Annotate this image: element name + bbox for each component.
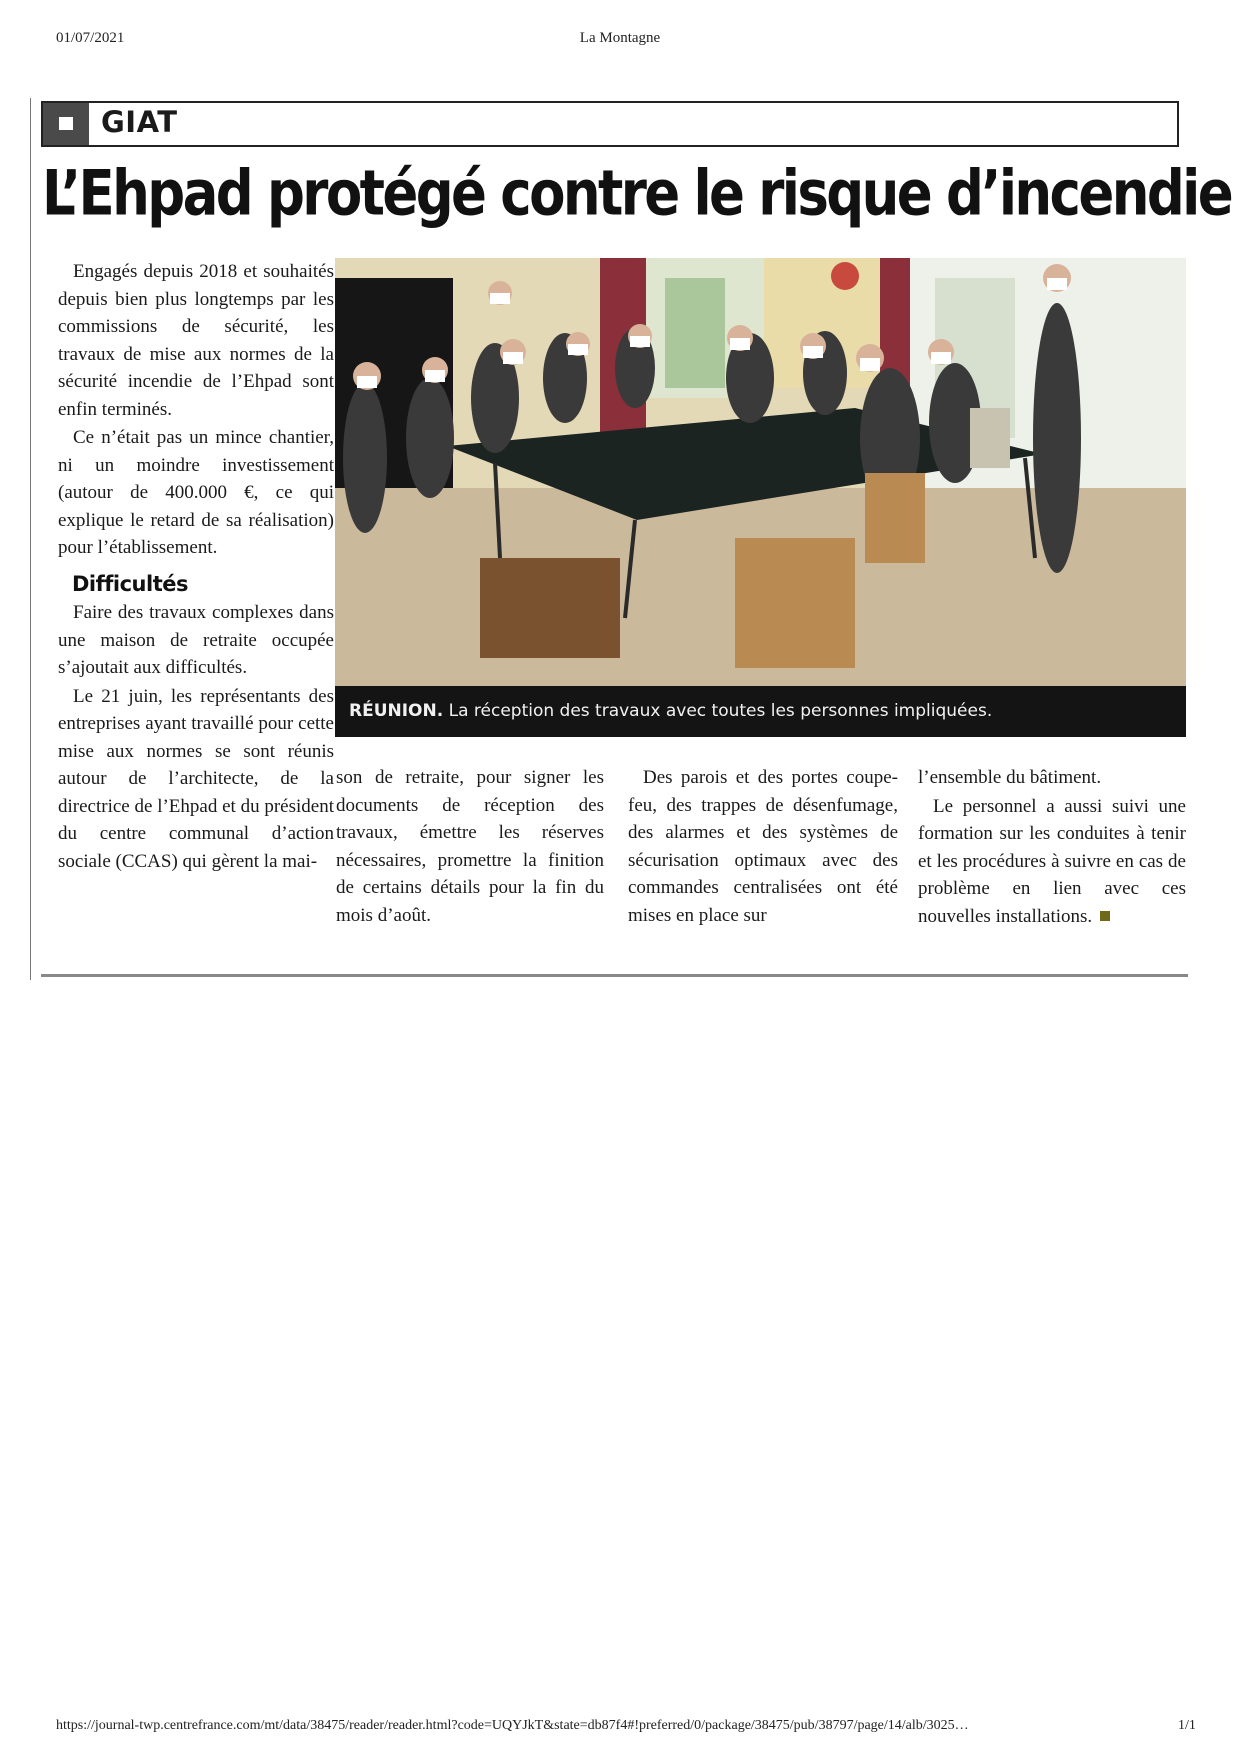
- meeting-room-photo-illustration: [335, 258, 1186, 686]
- photo-caption-text: La réception des travaux avec toutes les personnes impliquées.: [443, 701, 993, 721]
- print-date: 01/07/2021: [56, 30, 125, 46]
- end-of-article-icon: [1100, 911, 1110, 921]
- article-paragraph: Faire des travaux complexes dans une maison de retraite occupée s’ajoutait aux difficultés.: [58, 602, 334, 678]
- photo-caption: [335, 686, 1186, 737]
- kicker-square-icon: [43, 103, 89, 145]
- print-page-number: 1/1: [1178, 1718, 1196, 1733]
- article-photo: [335, 258, 1186, 737]
- clipping-edge-rule: [30, 98, 31, 980]
- article-paragraph: Le 21 juin, les représentants des entreprises ayant travaillé pour cette mise aux normes se sont réunis autour de l’architecte, de la directrice de l’Ehpad et du président du centre communal d’action sociale (CCAS) qui gèrent la mai-: [58, 685, 334, 872]
- photo-caption-label: RÉUNION.: [349, 701, 444, 721]
- article-subhead: Difficultés: [72, 571, 188, 596]
- print-url: https://journal-twp.centrefrance.com/mt/data/38475/reader/reader.html?code=UQYJkT&state=db87f4#!preferred/0/package/38475/pub/38797/page/14/alb/3025…: [56, 1718, 969, 1733]
- clipping-bottom-rule: [41, 974, 1188, 977]
- print-source-title: La Montagne: [579, 30, 661, 46]
- article-paragraph: Des parois et des portes coupe-feu, des trappes de désenfumage, des alarmes et des systèmes de sécurisation optimaux avec des commandes centralisées ont été mises en place sur: [628, 767, 898, 926]
- article-paragraph: l’ensemble du bâtiment.: [918, 767, 1102, 788]
- newspaper-clipping: [30, 98, 1232, 980]
- article-paragraph-text: Le personnel a aussi suivi une formation sur les conduites à tenir et les procédures à suivre en cas de problème en lien avec ces nouvelles installations.: [918, 795, 1186, 927]
- article-paragraph: [918, 793, 1186, 931]
- article-paragraph: Ce n’était pas un mince chantier, ni un moindre investissement (autour de 400.000 €, ce qui explique le retard de sa réalisation) pour l’établissement.: [58, 427, 334, 558]
- article-paragraph: son de retraite, pour signer les documents de réception des travaux, émettre les réserves nécessaires, promettre la finition de certains détails pour la fin du mois d’août.: [336, 767, 604, 926]
- kicker-label: GIAT: [101, 105, 178, 139]
- article-paragraph: Engagés depuis 2018 et souhaités depuis bien plus longtemps par les commissions de sécurité, les travaux de mise aux normes de la sécurité incendie de l’Ehpad sont enfin terminés.: [58, 261, 334, 420]
- article-headline: L’Ehpad protégé contre le risque d’incendie: [42, 158, 1232, 230]
- article-column-2: [336, 764, 604, 929]
- article-column-3: [628, 764, 898, 929]
- article-column-1: [58, 258, 334, 875]
- article-column-4: [918, 764, 1186, 930]
- section-kicker: [41, 101, 1179, 147]
